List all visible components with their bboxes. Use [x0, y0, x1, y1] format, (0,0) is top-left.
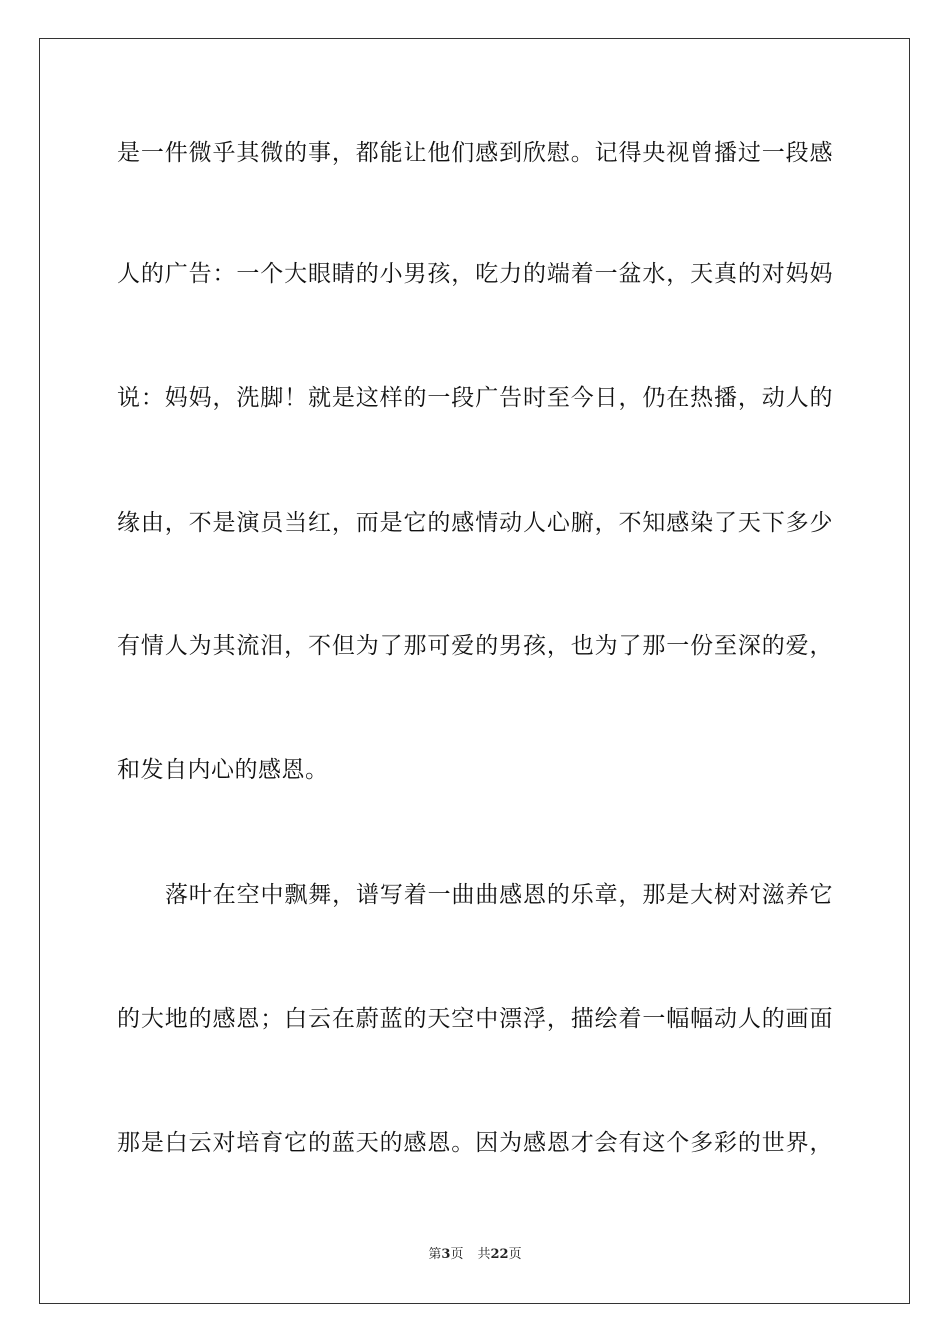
- paragraph-2-line-1: 落叶在空中飘舞，谱写着一曲曲感恩的乐章，那是大树对滋养它: [165, 882, 833, 908]
- footer-page-suffix: 页: [450, 1247, 464, 1262]
- paragraph-2-line-3: 那是白云对培育它的蓝天的感恩。因为感恩才会有这个多彩的世界，: [117, 1130, 833, 1156]
- footer-page-current: 3: [441, 1247, 451, 1262]
- paragraph-line-2: 人的广告：一个大眼睛的小男孩，吃力的端着一盆水，天真的对妈妈: [117, 261, 833, 287]
- footer-total-suffix: 页: [508, 1247, 522, 1262]
- page-border: [39, 38, 910, 1304]
- paragraph-line-3: 说：妈妈，洗脚！就是这样的一段广告时至今日，仍在热播，动人的: [117, 385, 833, 411]
- page-footer: [0, 1246, 950, 1264]
- paragraph-line-1: 是一件微乎其微的事，都能让他们感到欣慰。记得央视曾播过一段感: [117, 140, 833, 166]
- paragraph-line-5: 有情人为其流泪，不但为了那可爱的男孩，也为了那一份至深的爱，: [117, 633, 833, 659]
- paragraph-line-4: 缘由，不是演员当红，而是它的感情动人心腑，不知感染了天下多少: [117, 510, 833, 536]
- paragraph-2-line-2: 的大地的感恩；白云在蔚蓝的天空中漂浮，描绘着一幅幅动人的画面: [117, 1006, 833, 1032]
- paragraph-line-6: 和发自内心的感恩。: [117, 757, 329, 783]
- footer-total-prefix: 共: [477, 1247, 491, 1262]
- footer-page-total: 22: [490, 1247, 509, 1262]
- footer-page-prefix: 第: [428, 1247, 442, 1262]
